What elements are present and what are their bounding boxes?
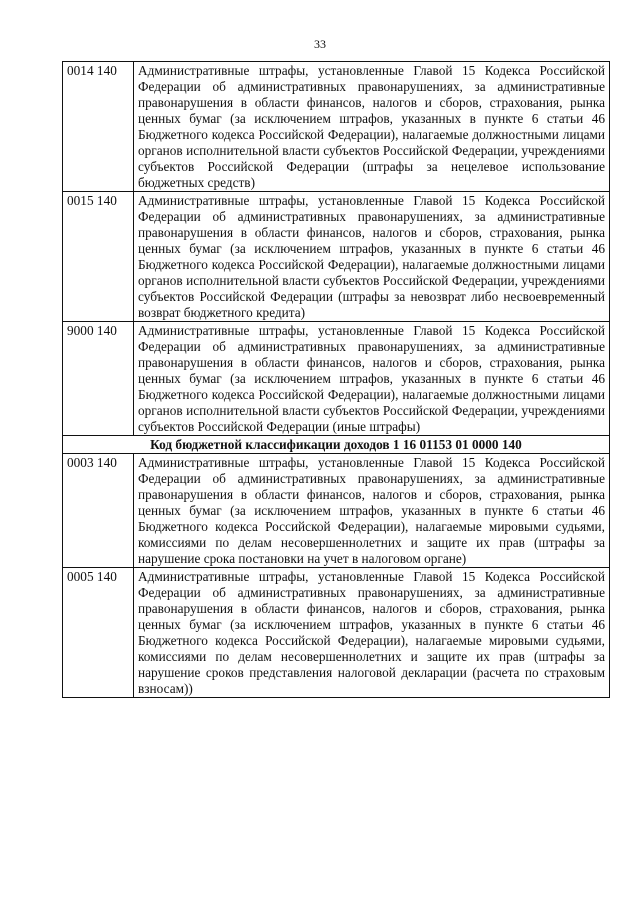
table-row xyxy=(63,62,610,192)
code-cell: 0015 140 xyxy=(63,192,134,322)
description-cell: Административные штрафы, установленные Главой 15 Кодекса Российской Федерации об административных правонарушениях, за административные правонарушения в области финансов, налогов и сборов, страхования, рынка ценных бумаг (за исключением штрафов, указанных в пункте 6 статьи 46 Бюджетного кодекса Российской Федерации), налагаемые должностными лицами органов исполнительной власти субъектов Российской Федерации, учреждениями субъектов Российской Федерации (штрафы за невозврат либо несвоевременный возврат бюджетного кредита) xyxy=(134,192,610,322)
table-row xyxy=(63,192,610,322)
budget-code-table-body xyxy=(63,62,610,698)
description-cell: Административные штрафы, установленные Главой 15 Кодекса Российской Федерации об административных правонарушениях, за административные правонарушения в области финансов, налогов и сборов, страхования, рынка ценных бумаг (за исключением штрафов, указанных в пункте 6 статьи 46 Бюджетного кодекса Российской Федерации), налагаемые мировыми судьями, комиссиями по делам несовершеннолетних и защите их прав (штрафы за нарушение срока постановки на учет в налоговом органе) xyxy=(134,454,610,568)
description-cell: Административные штрафы, установленные Главой 15 Кодекса Российской Федерации об административных правонарушениях, за административные правонарушения в области финансов, налогов и сборов, страхования, рынка ценных бумаг (за исключением штрафов, указанных в пункте 6 статьи 46 Бюджетного кодекса Российской Федерации), налагаемые должностными лицами органов исполнительной власти субъектов Российской Федерации, учреждениями субъектов Российской Федерации (иные штрафы) xyxy=(134,322,610,436)
description-cell: Административные штрафы, установленные Главой 15 Кодекса Российской Федерации об административных правонарушениях, за административные правонарушения в области финансов, налогов и сборов, страхования, рынка ценных бумаг (за исключением штрафов, указанных в пункте 6 статьи 46 Бюджетного кодекса Российской Федерации), налагаемые мировыми судьями, комиссиями по делам несовершеннолетних и защите их прав (штрафы за нарушение сроков представления налоговой декларации (расчета по страховым взносам)) xyxy=(134,568,610,698)
table-row xyxy=(63,454,610,568)
code-cell: 0003 140 xyxy=(63,454,134,568)
code-cell: 0005 140 xyxy=(63,568,134,698)
code-cell: 9000 140 xyxy=(63,322,134,436)
table-row xyxy=(63,568,610,698)
page-number: 33 xyxy=(314,37,326,51)
code-cell: 0014 140 xyxy=(63,62,134,192)
section-header-row xyxy=(63,436,610,454)
section-heading: Код бюджетной классификации доходов 1 16 01153 01 0000 140 xyxy=(63,436,610,454)
budget-code-table xyxy=(62,61,610,698)
description-cell: Административные штрафы, установленные Главой 15 Кодекса Российской Федерации об административных правонарушениях, за административные правонарушения в области финансов, налогов и сборов, страхования, рынка ценных бумаг (за исключением штрафов, указанных в пункте 6 статьи 46 Бюджетного кодекса Российской Федерации), налагаемые должностными лицами органов исполнительной власти субъектов Российской Федерации, учреждениями субъектов Российской Федерации (штрафы за нецелевое использование бюджетных средств) xyxy=(134,62,610,192)
table-row xyxy=(63,322,610,436)
